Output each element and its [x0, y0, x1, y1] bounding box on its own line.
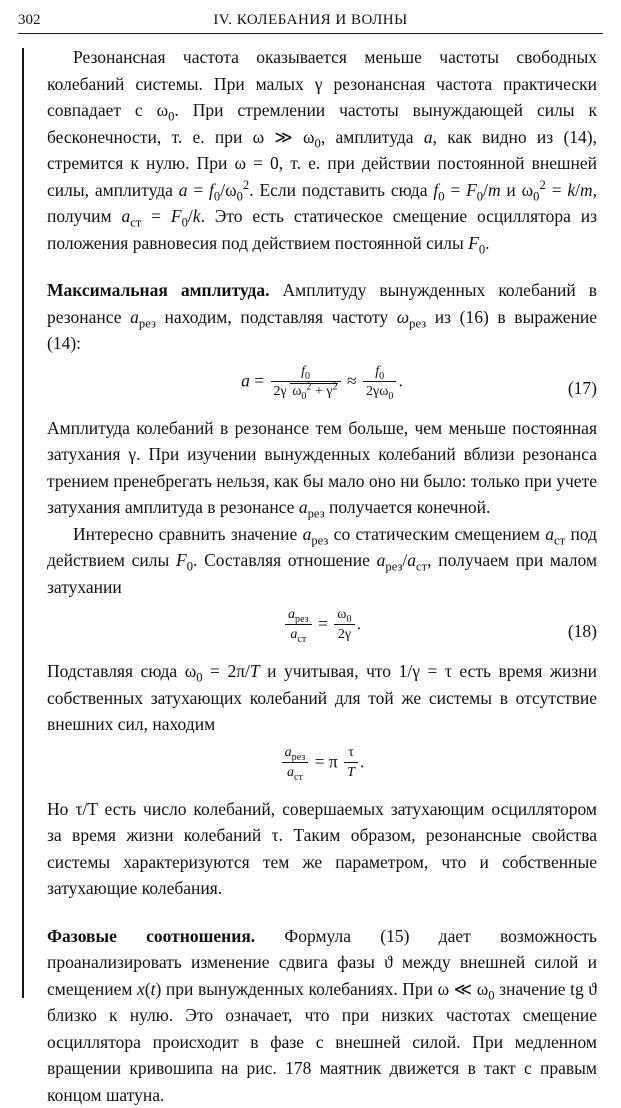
text-span: ω [225, 180, 237, 200]
text-span: 2π [227, 661, 245, 681]
math-symbol: a [288, 607, 295, 622]
subscript: 0 [533, 189, 539, 203]
text-span: и [501, 180, 522, 200]
subscript: 0 [438, 189, 444, 203]
text-span: находим, подставляя частоту [156, 307, 397, 327]
text-span: / [188, 206, 193, 226]
text-span: Резонансная частота оказывается меньше частоты свободных колебаний системы. При малых γ резонансная частота практически совпадает с ω [47, 47, 597, 120]
text-span: ω [438, 979, 450, 999]
text-span: Амплитуду вынужденных колебаний в резонансе [47, 280, 597, 327]
subscript: рез [409, 316, 426, 330]
math-symbol: f [209, 180, 214, 200]
text-span: / [402, 550, 407, 570]
math-symbol: a [407, 550, 416, 570]
text-span: ω [185, 661, 197, 681]
text-span: 2γ [366, 384, 379, 399]
subscript: рез [139, 316, 156, 330]
superscript: 2 [539, 178, 545, 192]
paragraph-phase-relations [47, 923, 597, 1108]
subscript: ст [130, 216, 141, 230]
math-symbol: a [179, 180, 188, 200]
subscript: ст [294, 771, 303, 782]
subscript: рез [311, 533, 328, 547]
math-symbol: a [241, 370, 250, 390]
math-symbol: T [347, 765, 355, 780]
text-span: = [187, 180, 209, 200]
subscript: 0 [196, 671, 202, 685]
text-span: ω [337, 607, 346, 622]
equation-unnumbered [47, 744, 597, 788]
math-symbol: a [130, 307, 139, 327]
superscript: 2 [306, 381, 311, 392]
subscript: 0 [237, 189, 243, 203]
subscript: 0 [315, 136, 321, 150]
text-span: + [312, 384, 327, 399]
text-span: τ [348, 745, 354, 760]
text-span: , амплитуда [321, 127, 424, 147]
math-symbol: a [377, 550, 386, 570]
text-span: = [141, 206, 171, 226]
math-symbol: a [299, 497, 308, 517]
subscript: ст [297, 634, 306, 645]
subscript: 0 [379, 370, 384, 381]
text-span: ≈ [343, 370, 361, 390]
page-body [47, 44, 597, 1108]
text-span: = [546, 180, 568, 200]
chapter-title: IV. КОЛЕБАНИЯ И ВОЛНЫ [18, 12, 603, 29]
math-symbol: k [193, 206, 201, 226]
math-symbol: a [545, 524, 554, 544]
math-symbol: a [424, 127, 433, 147]
subscript: ст [554, 533, 565, 547]
superscript: 2 [243, 178, 249, 192]
subscript: 0 [182, 216, 188, 230]
text-span: = [250, 370, 269, 390]
text-span: / [245, 661, 250, 681]
text-span: 2γ [338, 627, 351, 642]
section-heading: Фазовые соотношения. [47, 926, 255, 946]
math-symbol: a [121, 206, 130, 226]
text-span: ω [522, 180, 534, 200]
subscript: рез [295, 614, 309, 625]
text-span: ω [379, 384, 388, 399]
subscript: 0 [488, 988, 494, 1002]
paragraph-compare [47, 521, 597, 601]
math-symbol: m [580, 180, 593, 200]
text-span: Амплитуда колебаний в резонансе тем больше, чем меньше постоянная затухания γ. При изучении вынужденных колебаний вблизи резонанса трением пренебрегать нельзя, как бы мало оно ни было: только при учете затухания амплитуда в резонансе [47, 418, 597, 518]
text-span: под действием силы [47, 524, 597, 571]
math-symbol: a [287, 765, 294, 780]
text-span: γ [326, 384, 332, 399]
math-symbol: a [290, 627, 297, 642]
text-span: = [314, 614, 333, 634]
text-span: , получим [47, 180, 597, 227]
text-span: при вынужденных колебаниях. При [161, 979, 437, 999]
text-span: . [357, 614, 361, 634]
text-span: есть время жизни собственных затухающих колебаний для той же системы в отсутствие внешних сил, находим [47, 661, 597, 734]
subscript: 0 [347, 614, 352, 625]
paragraph-resonance-frequency [47, 44, 597, 256]
text-span: 2γ [274, 384, 287, 399]
running-header [18, 8, 603, 34]
math-symbol: F [171, 206, 182, 226]
text-span: ) [156, 979, 162, 999]
text-span: . [398, 370, 402, 390]
text-span: = [310, 751, 329, 771]
text-span: / [575, 180, 580, 200]
text-span: Подставляя сюда [47, 661, 185, 681]
text-span: , как видно из (14), стремится к нулю. При ω = 0, т. е. при действии постоянной внешней силы, амплитуда [47, 127, 597, 200]
text-span: 1/γ [399, 661, 420, 681]
text-span: Интересно сравнить значение [73, 524, 303, 544]
text-span: ≪ [449, 979, 477, 999]
math-symbol: f [433, 180, 438, 200]
subscript: 0 [214, 189, 220, 203]
math-symbol: a [285, 745, 292, 760]
math-symbol: ω [397, 307, 409, 327]
math-symbol: a [303, 524, 312, 544]
text-span: / [483, 180, 488, 200]
subscript: 0 [479, 242, 485, 256]
equation-18 [47, 606, 597, 650]
superscript: 2 [333, 381, 338, 392]
subscript: 0 [388, 390, 393, 401]
subscript: 0 [168, 110, 174, 124]
text-span: , получаем при малом затухании [47, 550, 597, 597]
text-span: получается конечной. [325, 497, 491, 517]
subscript: 0 [187, 560, 193, 574]
equation-17 [47, 363, 597, 407]
subscript: 0 [305, 370, 310, 381]
subscript: ст [416, 560, 427, 574]
subscript: 0 [301, 390, 306, 401]
text-span: = [445, 180, 467, 200]
equation-number: (18) [568, 618, 597, 645]
text-span: со статическим смещением [328, 524, 545, 544]
paragraph-substitute [47, 658, 597, 738]
text-span: . Если подставить сюда [249, 180, 433, 200]
text-span: . [485, 233, 489, 253]
subscript: рез [385, 560, 402, 574]
text-span: . Составляя отношение [193, 550, 377, 570]
text-span: значение tg ϑ близко к нулю. Это означает, что при низких частотах смещение осциллятора происходит в фазе с внешней силой. При медленном вращении кривошипа на рис. 178 маятник движется в такт с правым концом шатуна. [47, 979, 597, 1105]
text-span: . [360, 751, 364, 771]
math-symbol: f [375, 364, 379, 379]
paragraph-maximum-amplitude [47, 277, 597, 357]
subscript: 0 [477, 189, 483, 203]
text-span: Но [47, 799, 75, 819]
math-symbol: k [567, 180, 575, 200]
text-span: τ [445, 661, 452, 681]
text-span: = [420, 661, 445, 681]
text-span: Формула (15) дает возможность проанализировать изменение сдвига фазы ϑ между внешней силой и смещением [47, 926, 597, 999]
text-span: ω [477, 979, 489, 999]
text-span: ω [292, 384, 301, 399]
header-rule [18, 33, 603, 34]
math-symbol: f [301, 364, 305, 379]
math-symbol: x [137, 979, 145, 999]
math-symbol: t [151, 979, 156, 999]
margin-bar [22, 48, 24, 998]
text-span: / [220, 180, 225, 200]
text-span: и учитывая, что [260, 661, 399, 681]
math-symbol: T [250, 661, 260, 681]
text-span: . Это есть статическое смещение осциллятора из положения равновесия под действием постоянной силы [47, 206, 597, 253]
text-span: ( [145, 979, 151, 999]
text-span: = [203, 661, 228, 681]
math-symbol: F [466, 180, 477, 200]
paragraph-tau-over-t [47, 796, 597, 902]
text-span: τ/T [75, 799, 97, 819]
equation-number: (17) [568, 375, 597, 402]
math-symbol: m [488, 180, 501, 200]
text-span: . При стремлении частоты вынуждающей силы к бесконечности, т. е. при ω ≫ ω [47, 100, 597, 147]
math-symbol: F [176, 550, 187, 570]
section-heading: Максимальная амплитуда. [47, 280, 270, 300]
text-span: есть число колебаний, совершаемых затухающим осциллятором за время жизни колебаний τ. Таким образом, резонансные свойства системы характеризуются тем же параметром, что и собственные затухающие колебания. [47, 799, 597, 899]
paragraph-amplitude-resonance [47, 415, 597, 521]
subscript: рез [292, 751, 306, 762]
page-number: 302 [18, 12, 41, 29]
subscript: рез [308, 507, 325, 521]
math-symbol: F [468, 233, 479, 253]
text-span: π [329, 751, 338, 771]
text-span: из (16) в выражение (14): [47, 307, 597, 354]
